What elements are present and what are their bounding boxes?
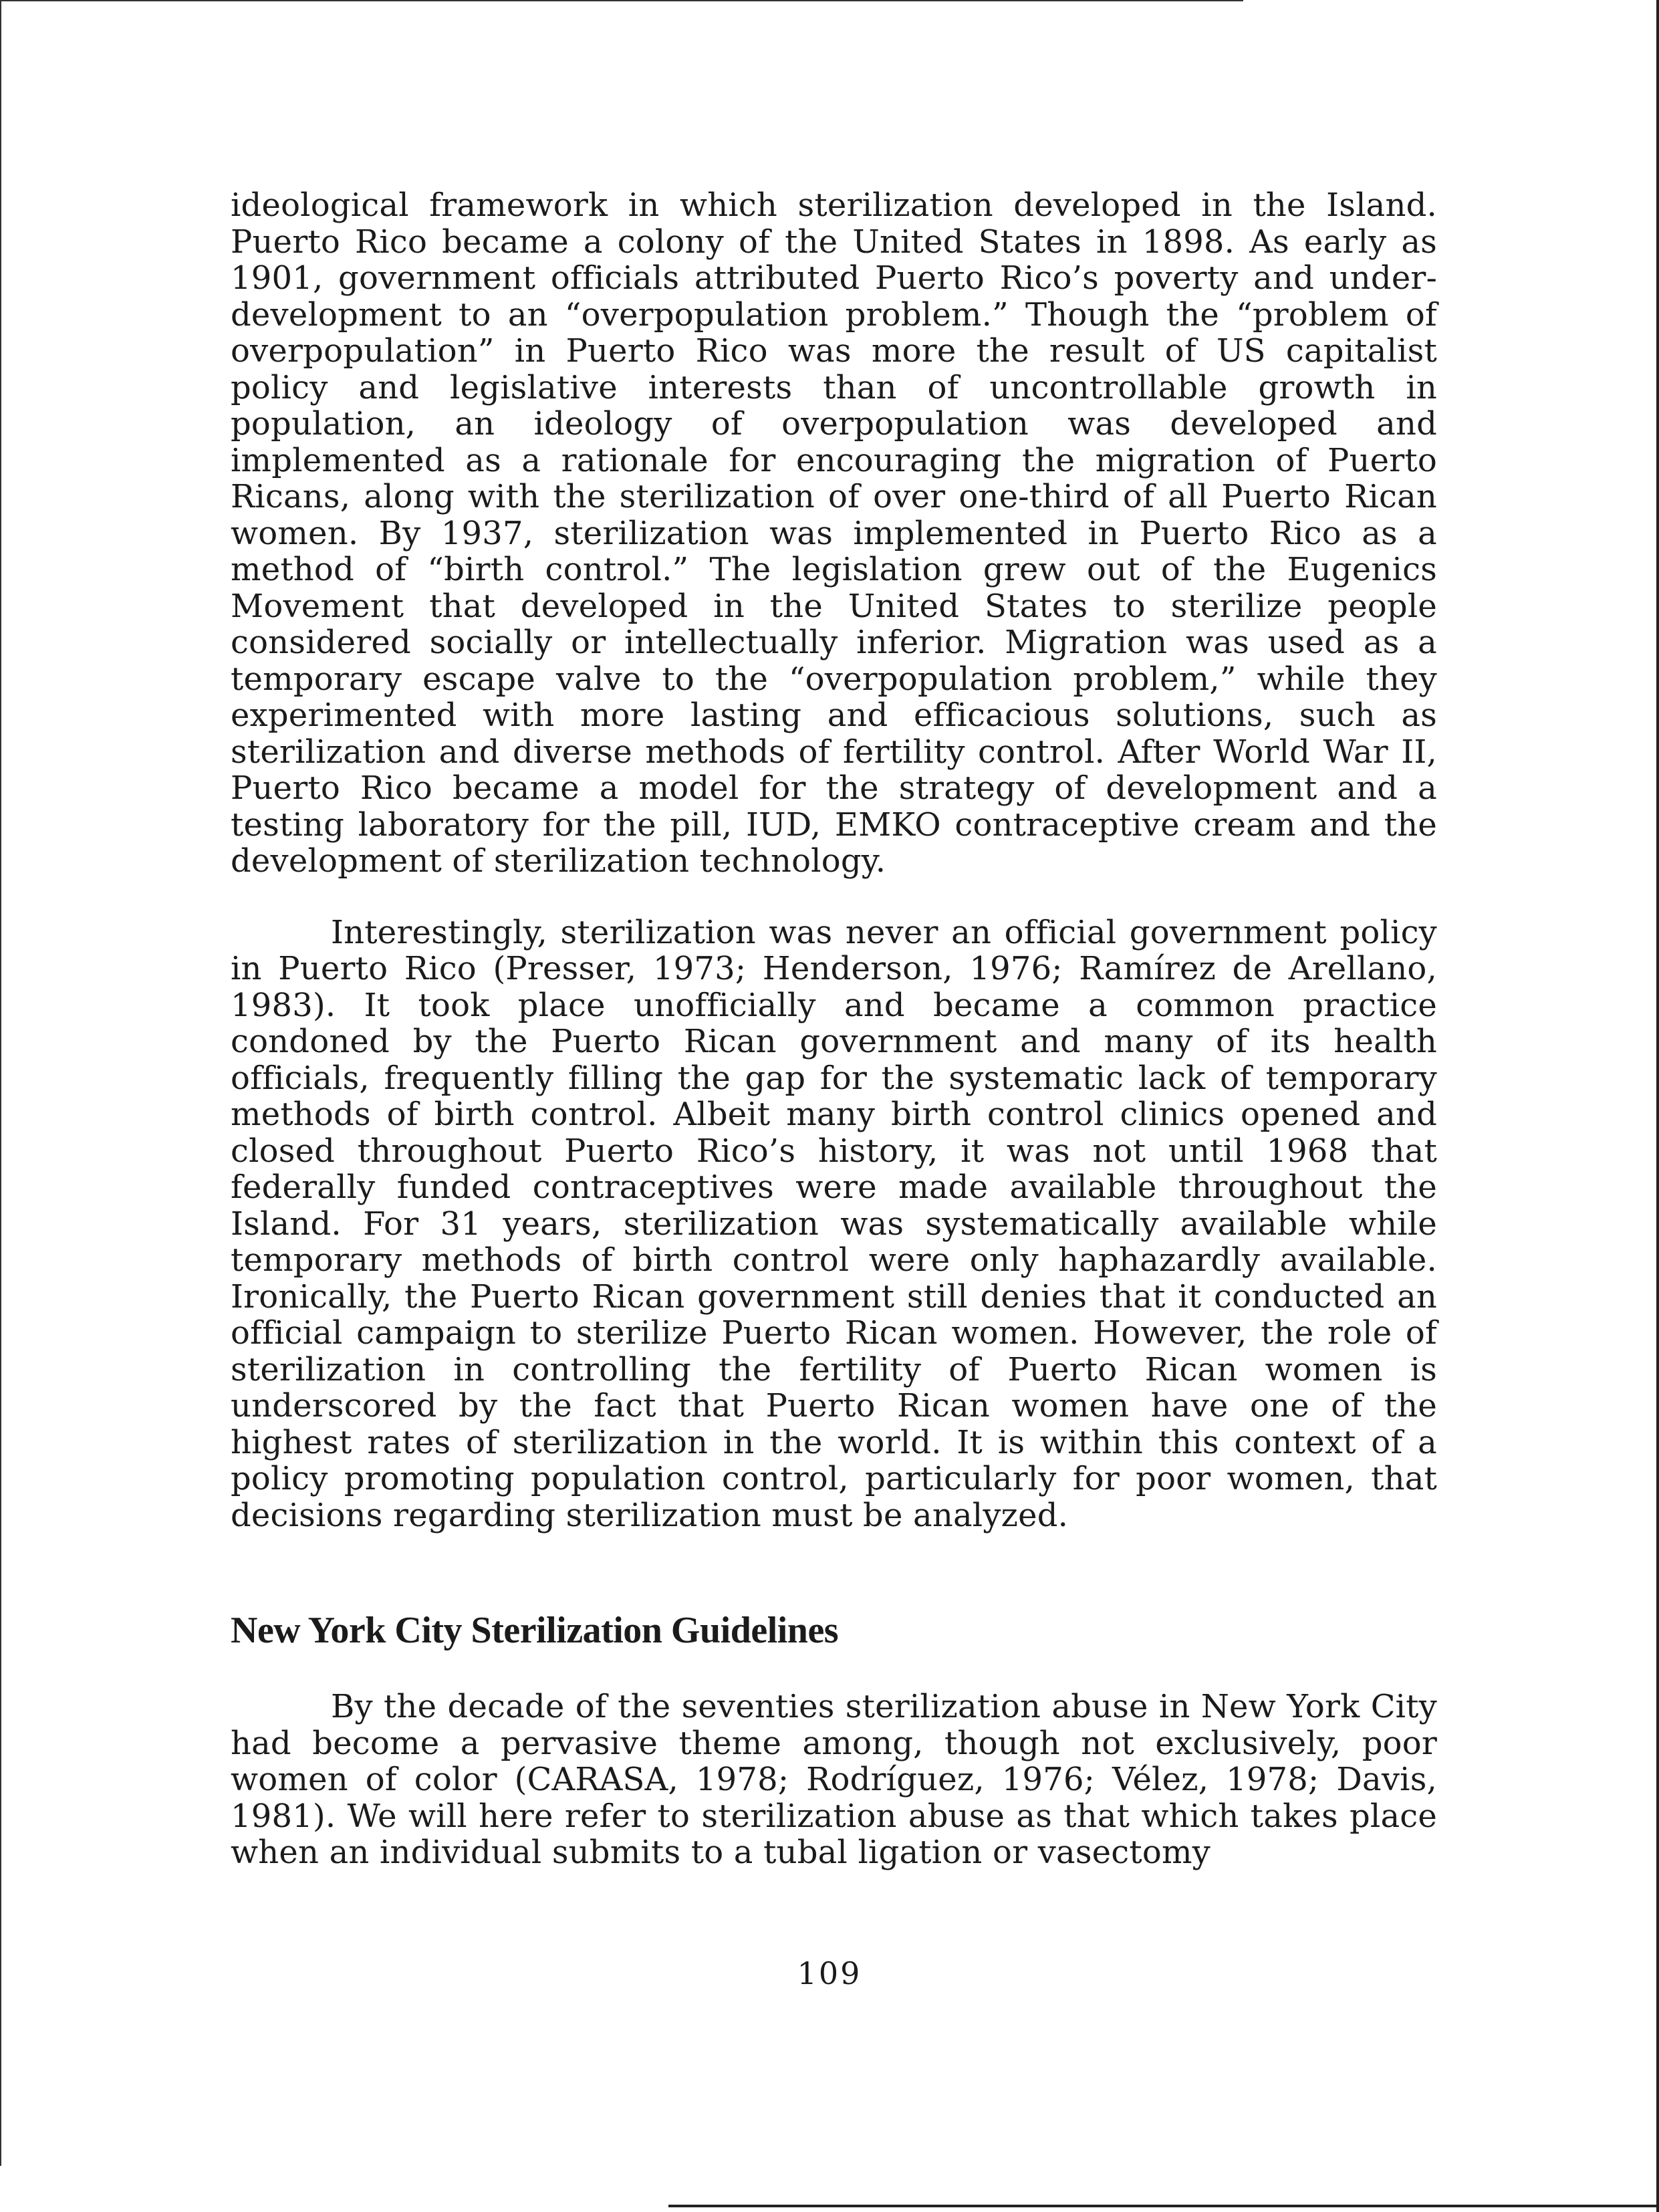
- scan-border-right: [1656, 0, 1659, 2212]
- paragraph-continuation: ideological framework in which sterilization developed in the Island. Puerto Rico became a colony of the United States in 1898. As early as 1901, government officials attributed Puerto Rico’s poverty and under-development to an “overpopulation problem.” Though the “problem of overpopulation” in Puerto Rico was more the result of US capitalist policy and legislative interests than of uncontrollable growth in population, an ideology of overpopulation was developed and implemented as a rationale for encouraging the migration of Puerto Ricans, along with the sterilization of over one-third of all Puerto Rican women. By 1937, sterilization was implemented in Puerto Rico as a method of “birth control.” The legislation grew out of the Eugenics Movement that developed in the United States to sterilize people considered socially or intellectually inferior. Migration was used as a temporary escape valve to the “overpopulation problem,” while they experimented with more lasting and efficacious solutions, such as sterilization and diverse methods of fertility control. After World War II, Puerto Rico became a model for the strategy of development and a testing laboratory for the pill, IUD, EMKO contraceptive cream and the development of sterilization technology.: [231, 187, 1437, 880]
- scan-border-bottom: [668, 2205, 1659, 2207]
- page-number: 109: [797, 1955, 862, 1991]
- paragraph-nyc-guidelines: By the decade of the seventies sterilization abuse in New York City had become a pervasive theme among, though not exclusively, poor women of color (CARASA, 1978; Rodríguez, 1976; Vélez, 1978; Davis, 1981). We will here refer to sterilization abuse as that which takes place when an individual submits to a tubal ligation or vasectomy: [231, 1688, 1437, 1871]
- paragraph-interestingly: Interestingly, sterilization was never an official government policy in Puerto Rico (Presser, 1973; Henderson, 1976; Ramírez de Arellano, 1983). It took place unofficially and became a common practice condoned by the Puerto Rican government and many of its health officials, frequently filling the gap for the systematic lack of temporary methods of birth control. Albeit many birth control clinics opened and closed throughout Puerto Rico’s history, it was not until 1968 that federally funded contraceptives were made available throughout the Island. For 31 years, sterilization was systematically available while temporary methods of birth control were only haphazardly available. Ironically, the Puerto Rican government still denies that it conducted an official campaign to sterilize Puerto Rican women. However, the role of sterilization in controlling the fertility of Puerto Rican women is underscored by the fact that Puerto Rican women have one of the highest rates of sterilization in the world. It is within this context of a policy promoting population control, particularly for poor women, that decisions regarding sterilization must be analyzed.: [231, 913, 1437, 1534]
- scan-border-top: [0, 0, 1243, 1]
- scan-border-left: [0, 0, 1, 2166]
- section-heading: New York City Sterilization Guidelines: [231, 1610, 839, 1651]
- body-text: [231, 187, 1437, 1871]
